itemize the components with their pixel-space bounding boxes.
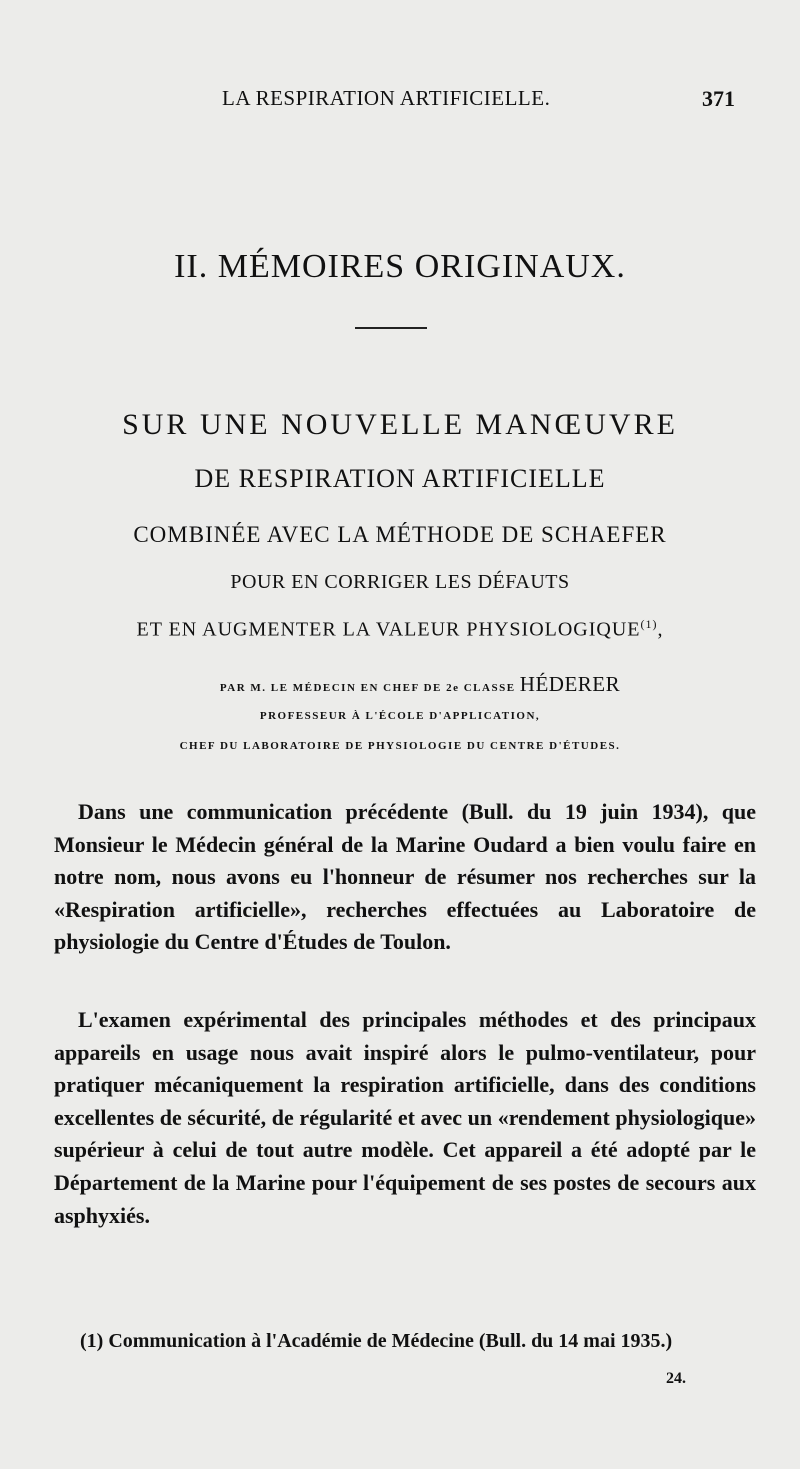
footnote-marker: (1)	[80, 1330, 104, 1352]
footnote-reference[interactable]: (1)	[640, 617, 658, 631]
article-title-line-1: SUR UNE NOUVELLE MANŒUVRE	[122, 408, 678, 441]
author-affiliation-2: CHEF DU LABORATOIRE DE PHYSIOLOGIE DU CENTRE D'ÉTUDES.	[179, 740, 621, 752]
author-name: HÉDERER	[519, 672, 621, 696]
running-title: LA RESPIRATION ARTIFICIELLE.	[222, 86, 551, 110]
article-title-line-5-text: ET EN AUGMENTER LA VALEUR PHYSIOLOGIQUE	[136, 618, 641, 641]
article-title-line-4: POUR EN CORRIGER LES DÉFAUTS	[230, 571, 570, 593]
footnote-text: Communication à l'Académie de Médecine (Bull. du 14 mai 1935.)	[108, 1330, 673, 1352]
footnote	[80, 1330, 770, 1353]
section-title: II. MÉMOIRES ORIGINAUX.	[174, 248, 626, 285]
body-paragraph-1	[54, 796, 756, 959]
divider-rule	[355, 327, 427, 329]
article-title-line-3: COMBINÉE AVEC LA MÉTHODE DE SCHAEFER	[133, 522, 667, 547]
signature-mark: 24.	[666, 1370, 686, 1387]
running-head	[0, 86, 800, 118]
article-title-line-2: DE RESPIRATION ARTIFICIELLE	[194, 464, 606, 493]
byline-prefix: PAR M. LE MÉDECIN EN CHEF DE 2e CLASSE	[219, 682, 516, 694]
body-paragraph-2	[54, 1004, 756, 1232]
author-affiliation-1: PROFESSEUR À L'ÉCOLE D'APPLICATION,	[259, 710, 541, 722]
paragraph-text: Dans une communication précédente (Bull. du 19 juin 1934), que Monsieur le Médecin général de la Marine Oudard a bien voulu faire en notre nom, nous avons eu l'honneur de résumer nos recherches sur la «Respiration artificielle», recherches effectuées au Laboratoire de physiologie du Centre d'Études de Toulon.	[54, 799, 756, 955]
paragraph-text: L'examen expérimental des principales méthodes et des principaux appareils en usage nous avait inspiré alors le pulmo-ventilateur, pour pratiquer mécaniquement la respiration artificielle, dans des conditions excellentes de sécurité, de régularité et avec un «rendement physiologique» supérieur à celui de tout autre modèle. Cet appareil a été adopté par le Département de la Marine pour l'équipement de ses postes de secours aux asphyxiés.	[54, 1007, 756, 1228]
page-number: 371	[702, 86, 735, 111]
author-byline	[20, 672, 800, 697]
article-title-line-5: ET EN AUGMENTER LA VALEUR PHYSIOLOGIQUE$^{(1)}$,	[136, 617, 664, 641]
